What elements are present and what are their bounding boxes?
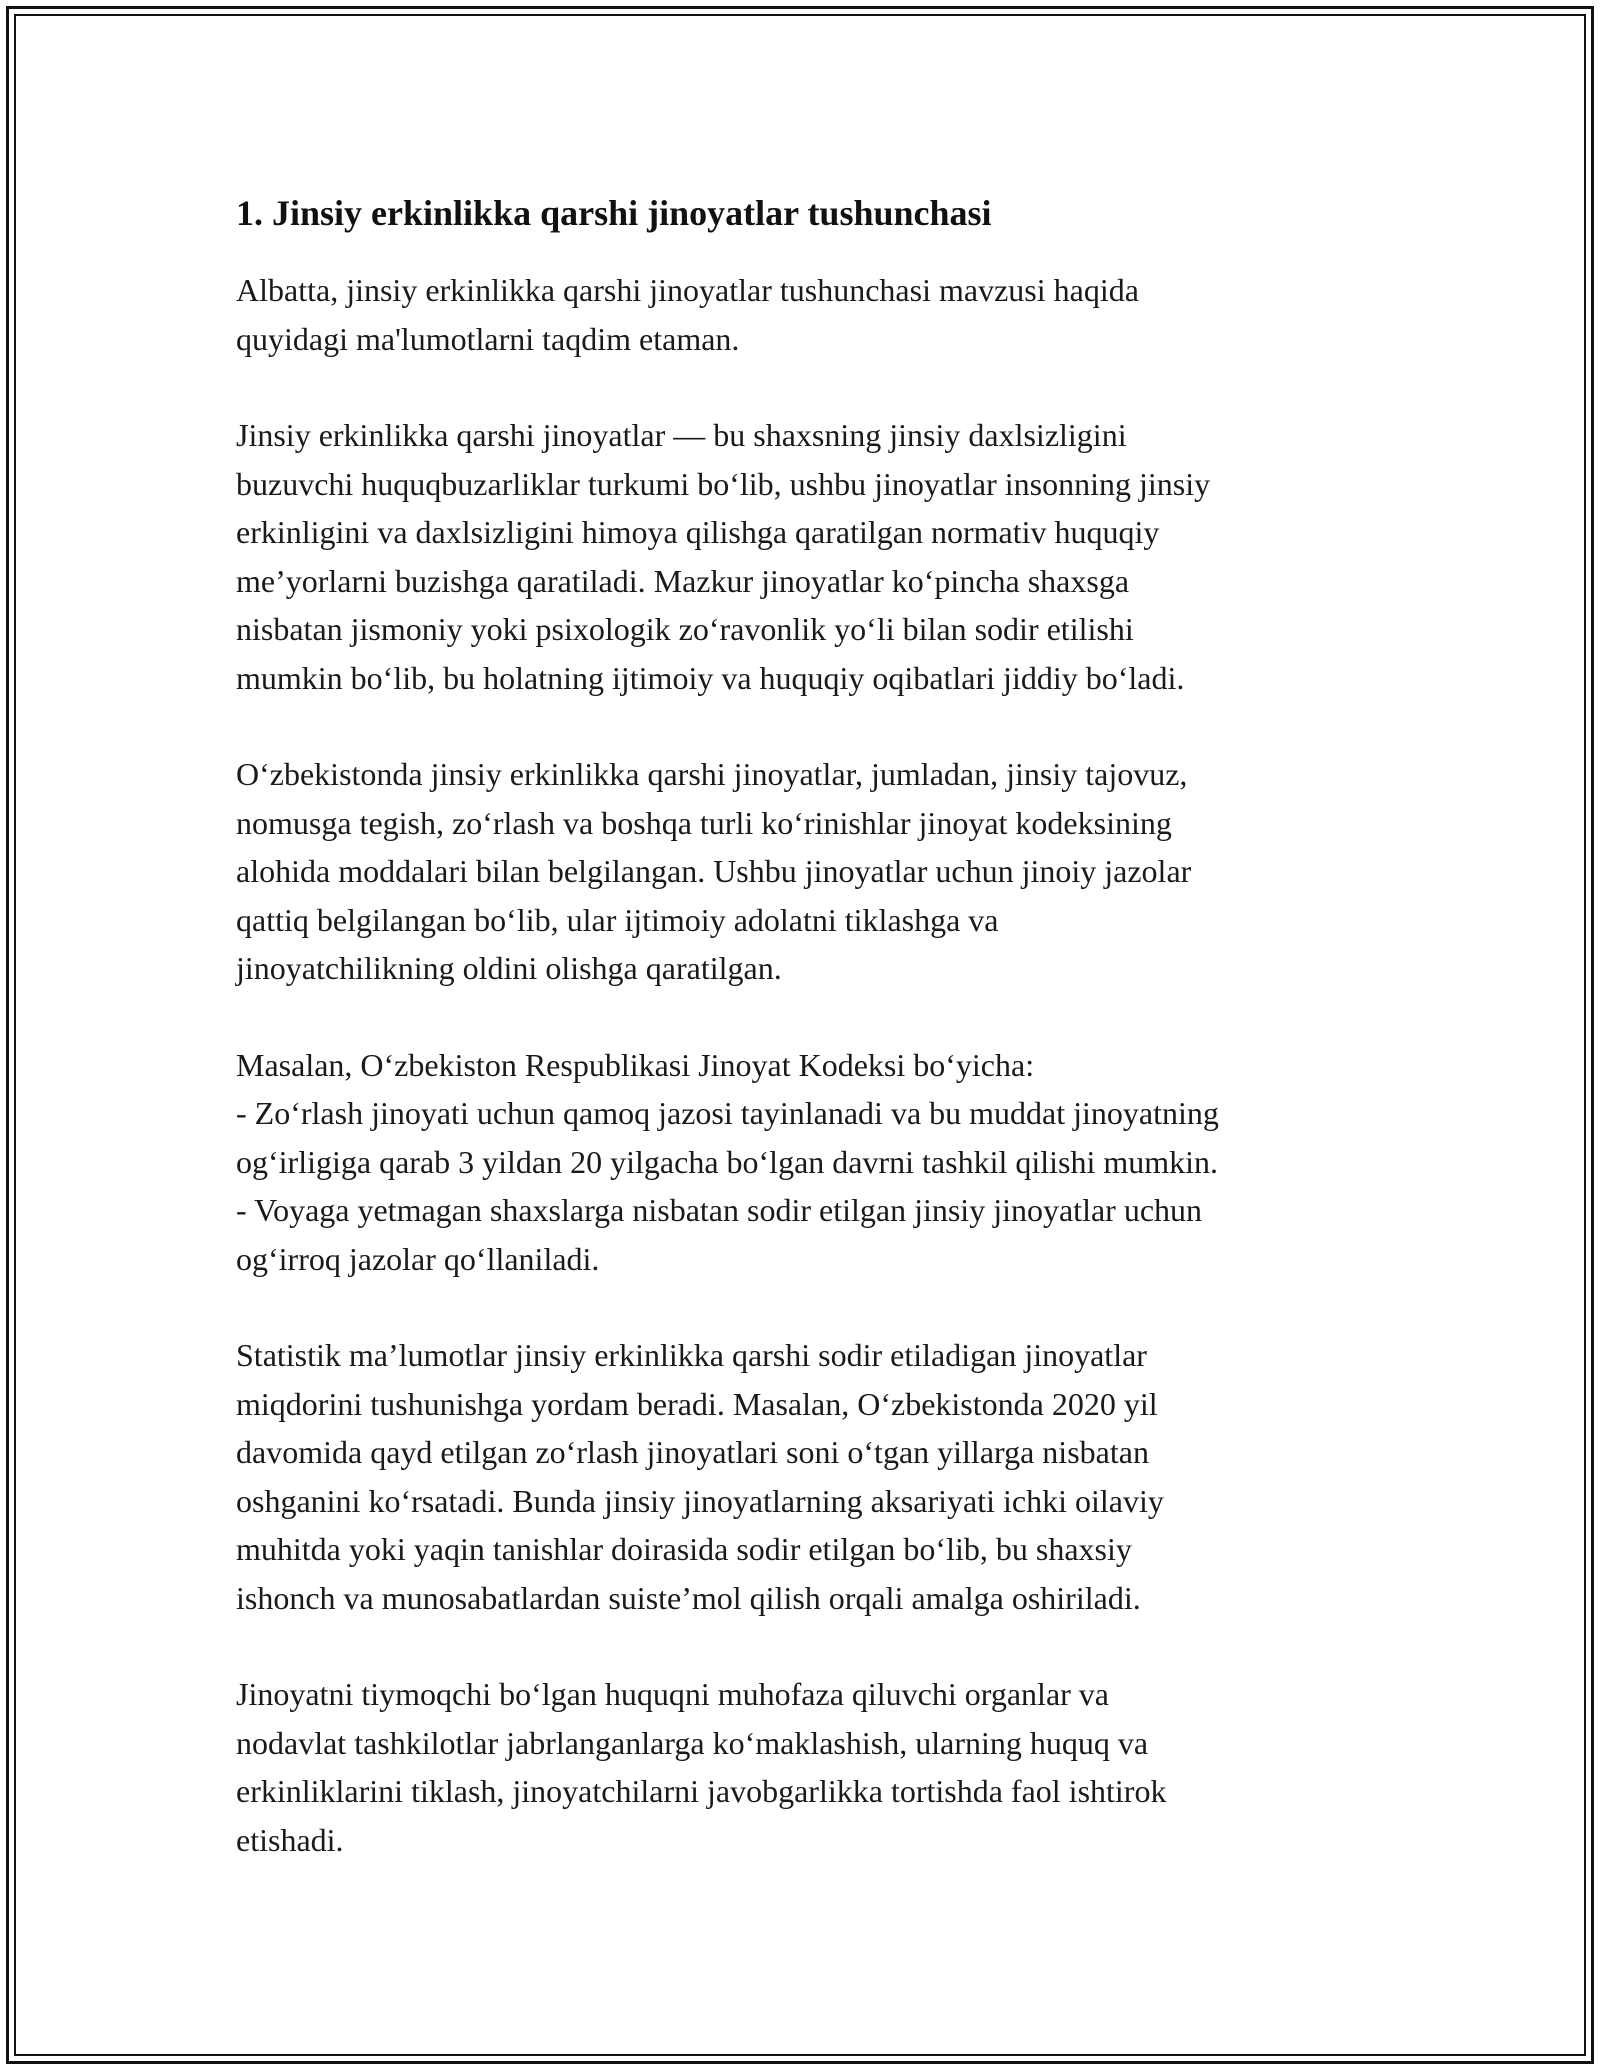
paragraph-line: oshganini ko‘rsatadi. Bunda jinsiy jinoyatlarning aksariyati ichki oilaviy bbox=[236, 1482, 1164, 1519]
paragraph-line: me’yorlarni buzishga qaratiladi. Mazkur jinoyatlar ko‘pincha shaxsga bbox=[236, 562, 1130, 599]
paragraph-line: O‘zbekistonda jinsiy erkinlikka qarshi jinoyatlar, jumladan, jinsiy tajovuz, bbox=[236, 756, 1188, 792]
paragraph bbox=[236, 1670, 1376, 1864]
paragraph bbox=[236, 1041, 1376, 1284]
paragraph-line: qattiq belgilangan bo‘lib, ular ijtimoiy adolatni tiklashga va bbox=[236, 901, 999, 938]
document-body bbox=[236, 188, 1376, 1912]
paragraph-line: ishonch va munosabatlardan suiste’mol qilish orqali amalga oshiriladi. bbox=[236, 1579, 1141, 1616]
paragraph-line: etishadi. bbox=[236, 1821, 344, 1858]
paragraph-line: buzuvchi huquqbuzarliklar turkumi bo‘lib, ushbu jinoyatlar insonning jinsiy bbox=[236, 465, 1211, 502]
paragraph-line: Albatta, jinsiy erkinlikka qarshi jinoyatlar tushunchasi mavzusi haqida bbox=[236, 272, 1139, 308]
paragraph-line: nisbatan jismoniy yoki psixologik zo‘ravonlik yo‘li bilan sodir etilishi bbox=[236, 611, 1134, 647]
paragraph bbox=[236, 750, 1376, 993]
paragraph-line: erkinliklarini tiklash, jinoyatchilarni javobgarlikka tortishda faol ishtirok bbox=[236, 1773, 1167, 1809]
paragraph-line: jinoyatchilikning oldini olishga qaratilgan. bbox=[236, 950, 782, 986]
paragraph-line: og‘irroq jazolar qo‘llaniladi. bbox=[236, 1240, 600, 1277]
paragraph-line: Jinsiy erkinlikka qarshi jinoyatlar — bu shaxsning jinsiy daxlsizligini bbox=[236, 417, 1127, 453]
paragraph bbox=[236, 411, 1376, 702]
paragraph-line: alohida moddalari bilan belgilangan. Ushbu jinoyatlar uchun jinoiy jazolar bbox=[236, 853, 1192, 889]
paragraph bbox=[236, 1331, 1376, 1622]
paragraph-line: - Voyaga yetmagan shaxslarga nisbatan sodir etilgan jinsiy jinoyatlar uchun bbox=[236, 1192, 1203, 1228]
paragraph-list bbox=[236, 266, 1376, 1864]
paragraph-line: muhitda yoki yaqin tanishlar doirasida sodir etilgan bo‘lib, bu shaxsiy bbox=[236, 1531, 1132, 1567]
paragraph-line: nomusga tegish, zo‘rlash va boshqa turli ko‘rinishlar jinoyat kodeksining bbox=[236, 804, 1172, 841]
paragraph-line: quyidagi ma'lumotlarni taqdim etaman. bbox=[236, 320, 740, 357]
paragraph-line: Jinoyatni tiymoqchi bo‘lgan huquqni muhofaza qiluvchi organlar va bbox=[236, 1676, 1109, 1712]
paragraph bbox=[236, 266, 1376, 363]
paragraph-line: Masalan, O‘zbekiston Respublikasi Jinoyat Kodeksi bo‘yicha: bbox=[236, 1046, 1035, 1083]
paragraph-line: davomida qayd etilgan zo‘rlash jinoyatlari soni o‘tgan yillarga nisbatan bbox=[236, 1434, 1149, 1470]
paragraph-line: erkinligini va daxlsizligini himoya qilishga qaratilgan normativ huquqiy bbox=[236, 514, 1160, 550]
paragraph-line: mumkin bo‘lib, bu holatning ijtimoiy va huquqiy oqibatlari jiddiy bo‘ladi. bbox=[236, 659, 1185, 696]
paragraph-line: Statistik ma’lumotlar jinsiy erkinlikka qarshi sodir etiladigan jinoyatlar bbox=[236, 1337, 1147, 1373]
paragraph-line: miqdorini tushunishga yordam beradi. Masalan, O‘zbekistonda 2020 yil bbox=[236, 1385, 1158, 1422]
paragraph-line: nodavlat tashkilotlar jabrlanganlarga ko‘maklashish, ularning huquq va bbox=[236, 1724, 1149, 1761]
document-heading: 1. Jinsiy erkinlikka qarshi jinoyatlar tushunchasi bbox=[236, 193, 992, 233]
paragraph-line: og‘irligiga qarab 3 yildan 20 yilgacha bo‘lgan davrni tashkil qilishi mumkin. bbox=[236, 1143, 1219, 1180]
paragraph-line: - Zo‘rlash jinoyati uchun qamoq jazosi tayinlanadi va bu muddat jinoyatning bbox=[236, 1095, 1219, 1131]
